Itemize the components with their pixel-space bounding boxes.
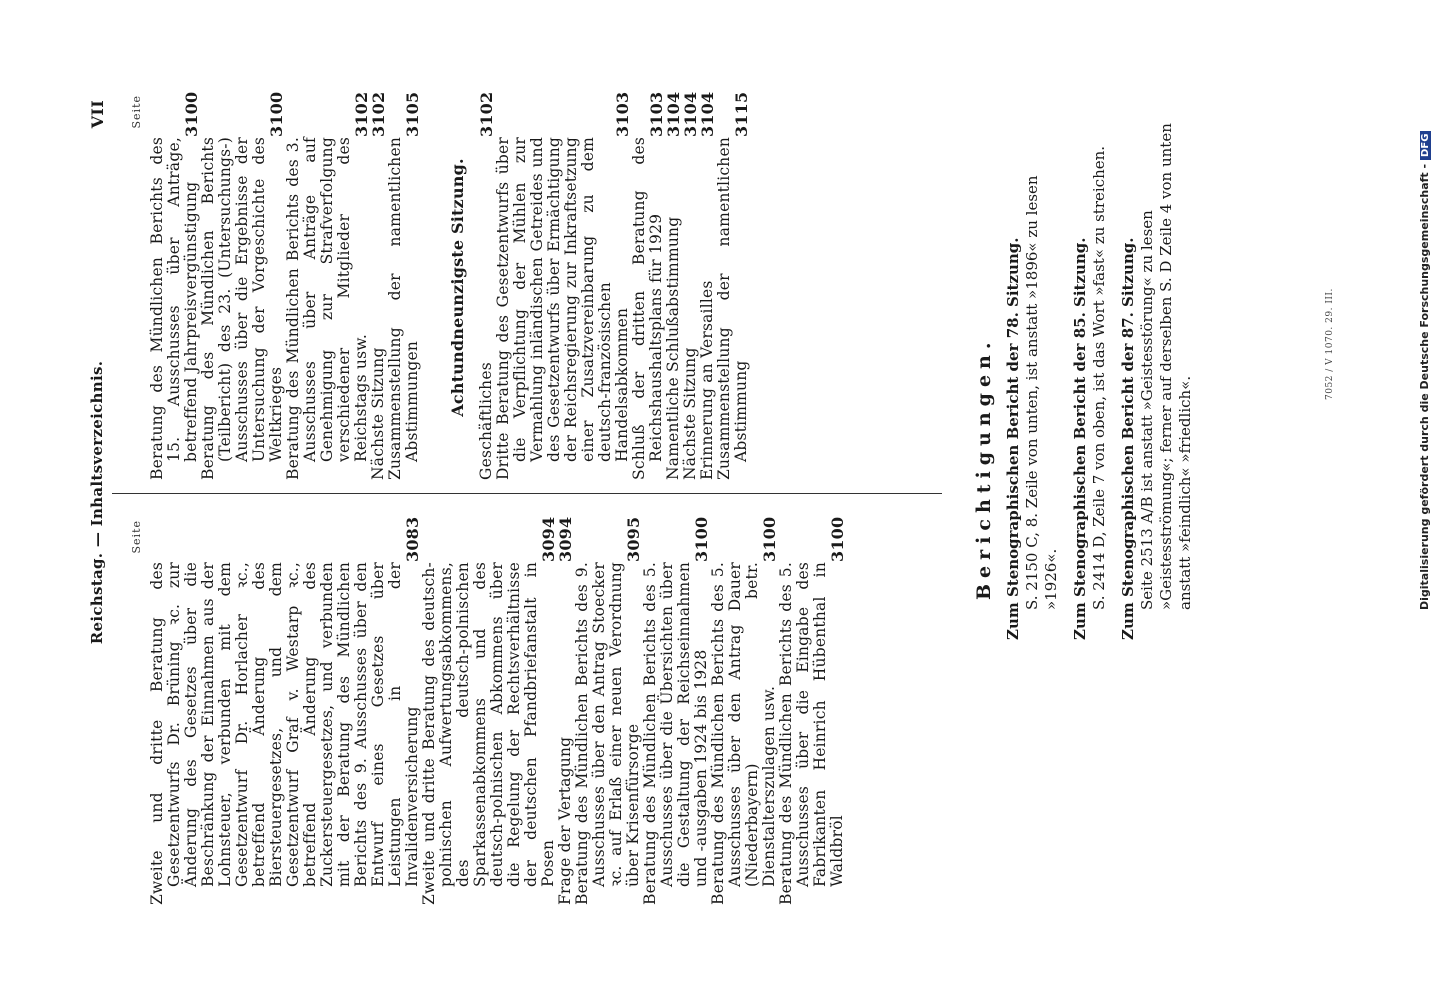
toc-entry-page: 3094 [556, 516, 575, 562]
toc-entry-text: Dritte Beratung des Gesetzentwurfs über die Verpflichtung der Mühlen zur Vermahlung inländischen Getreides und des Gesetzentwurfs über Ermächtigung der Reichsregierung zur Inkraftsetzung einer Zusatzvereinbarung zu dem deutsch-französischen Handelsabkommen [494, 137, 631, 480]
toc-entry [573, 516, 643, 905]
toc-entry [148, 516, 422, 905]
toc-entry-page: 3104 [664, 91, 683, 137]
toc-entry-page: 3102 [477, 91, 496, 137]
toc-entry-page: 3102 [369, 91, 388, 137]
toc-entry-page: 3104 [698, 91, 717, 137]
corrections-section [975, 120, 1195, 640]
correction-reference: Zum Stenographischen Bericht der 87. Sitzung. [1119, 237, 1137, 640]
correction-text: S. 2150 C, 8. Zeile von unten, ist anstatt »1896« zu lesen »1926«. [1023, 175, 1060, 610]
dfg-logo: DFG [1420, 131, 1431, 160]
corrections-heading: Berichtigungen. [973, 336, 995, 600]
toc-entry-text: Namentliche Schlußabstimmung [664, 216, 682, 480]
toc-entry [709, 516, 779, 905]
toc-entry-page: 3100 [267, 91, 286, 137]
print-mark: 7052 / V 1070. 29. III. [1325, 288, 1335, 400]
seite-label: Seite [130, 520, 143, 554]
toc-entry-page: 3100 [182, 91, 201, 137]
column-divider [112, 493, 942, 494]
toc-entry-page: 3083 [403, 516, 422, 562]
session-heading: Achtundneunzigste Sitzung. [448, 158, 467, 417]
toc-entry-text: Beratung des Mündlichen Berichts des 5. Ausschusses über die Übersichten über die Gestaltung der Reichseinnahmen und -ausgaben 1924 bis 1928 [641, 562, 710, 905]
toc-entry [494, 91, 632, 480]
page-title: Reichstag. — Inhaltsverzeichnis. [88, 360, 106, 645]
toc-entry [698, 91, 717, 480]
toc-entry [284, 91, 371, 480]
toc-entry [715, 91, 751, 480]
toc-entry-page: 3100 [760, 516, 779, 562]
toc-entry [681, 91, 700, 480]
toc-entry-text: Zusammenstellung der namentlichen Abstimmungen [386, 137, 421, 480]
toc-entry [664, 91, 683, 480]
seite-label: Seite [130, 95, 143, 129]
toc-entry-page: 3100 [828, 516, 847, 562]
toc-entry-text: Geschäftliches [477, 362, 495, 480]
credit-text: Digitalisierung gefördert durch die Deutsche Forschungsgemeinschaft - [1418, 163, 1431, 610]
toc-entry-page: 3103 [647, 91, 666, 137]
correction-text: S. 2414 D, Zeile 7 von oben, ist das Wort »fast« zu streichen. [1090, 145, 1108, 610]
correction-reference: Zum Stenographischen Bericht der 85. Sitzung. [1071, 237, 1089, 640]
correction-text: Seite 2513 A/B ist anstatt »Geistesstörung« zu lesen »Geistesströmung«; ferner auf derselben S. D Zeile 4 von unten anstatt »feindlich« »friedlich«. [1138, 123, 1194, 610]
corrections-list [1004, 120, 1195, 640]
toc-entry-text: Beratung des Mündlichen Berichts des 9. Ausschusses über den Antrag Stoecker ꝛc. auf Erlaß einer neuen Verordnung über Krisenfürsorge [573, 562, 642, 905]
toc-entry-text: Zweite und dritte Beratung des deutsch-polnischen Aufwertungsabkommens, des deutsch-polnischen Sparkassenabkommens und des deutsch-polnischen Abkommens über die Regelung der Rechtsverhältnisse der deutschen Pfandbriefanstalt in Posen [420, 562, 557, 905]
toc-left-column [128, 516, 847, 905]
toc-entry [386, 91, 422, 480]
toc-entry-text: Beratung des Mündlichen Berichts (Teilbericht) des 23. (Untersuchungs-) Ausschusses über die Ergebnisse der Untersuchung der Vorgeschichte des Weltkrieges [199, 137, 285, 480]
digitization-credit [1418, 10, 1431, 610]
toc-entry-text: Beratung des Mündlichen Berichts des 5. Ausschusses über die Eingabe des Fabrikanten Heinrich Hübenthal in Waldbröl [777, 562, 846, 905]
toc-entry [630, 91, 666, 480]
toc-right-column [128, 91, 751, 480]
toc-entry-text: Frage der Vertagung [556, 736, 574, 905]
toc-entry-text: Zweite und dritte Beratung des Gesetzentwurfs Dr. Brüning ꝛc. zur Änderung des Gesetzes über die Beschränkung der Einnahmen aus der Lohnsteuer, verbunden mit dem Gesetzentwurf Dr. Horlacher ꝛc., betreffend Änderung des Biersteuergesetzes, und dem Gesetzentwurf Graf v. Westarp ꝛc., betreffend Änderung des Zuckersteuergesetzes, und verbunden mit der Beratung des Mündlichen Berichts des 9. Ausschusses über den Entwurf eines Gesetzes über Leistungen in der Invalidenversicherung [148, 562, 421, 905]
page-number: VII [88, 100, 107, 129]
toc-entry [777, 516, 847, 905]
toc-entry-page: 3102 [352, 91, 371, 137]
toc-entry [641, 516, 711, 905]
toc-entry [148, 91, 201, 480]
toc-entry-text: Nächste Sitzung [681, 347, 699, 480]
toc-entry-text: Schluß der dritten Beratung des Reichshaushaltsplans für 1929 [630, 137, 665, 480]
toc-entry-text: Nächste Sitzung [369, 347, 387, 480]
session-entries [477, 91, 751, 480]
toc-entry-page: 3095 [624, 516, 643, 562]
toc-entry-page: 3105 [403, 91, 422, 137]
toc-entry-text: Beratung des Mündlichen Berichts des 3. Ausschusses über Anträge auf Genehmigung zur Strafverfolgung verschiedener Mitglieder des Reichstags usw. [284, 137, 370, 480]
toc-entry [556, 516, 575, 905]
toc-entry-page: 3094 [539, 516, 558, 562]
toc-entry [199, 91, 286, 480]
toc-entry [369, 91, 388, 480]
correction-reference: Zum Stenographischen Bericht der 78. Sitzung. [1004, 237, 1022, 640]
toc-entry-page: 3104 [681, 91, 700, 137]
toc-entry-page: 3115 [732, 91, 751, 137]
right-entries [148, 91, 422, 480]
toc-entry [420, 516, 558, 905]
page-header [88, 100, 114, 905]
toc-entry-page: 3100 [692, 516, 711, 562]
toc-entry-text: Erinnerung an Versailles [698, 280, 716, 480]
toc-entry-page: 3103 [613, 91, 632, 137]
toc-entry-text: Zusammenstellung der namentlichen Abstimmung [715, 137, 750, 480]
left-entries [148, 516, 847, 905]
toc-entry [477, 91, 496, 480]
toc-entry-text: Beratung des Mündlichen Berichts des 5. Ausschusses über den Antrag Dauer (Niederbayern) betr. Dienstalterszulagen usw. [709, 562, 778, 905]
toc-entry-text: Beratung des Mündlichen Berichts des 15. Ausschusses über Anträge, betreffend Jahrpreisvergünstigung [148, 137, 200, 480]
